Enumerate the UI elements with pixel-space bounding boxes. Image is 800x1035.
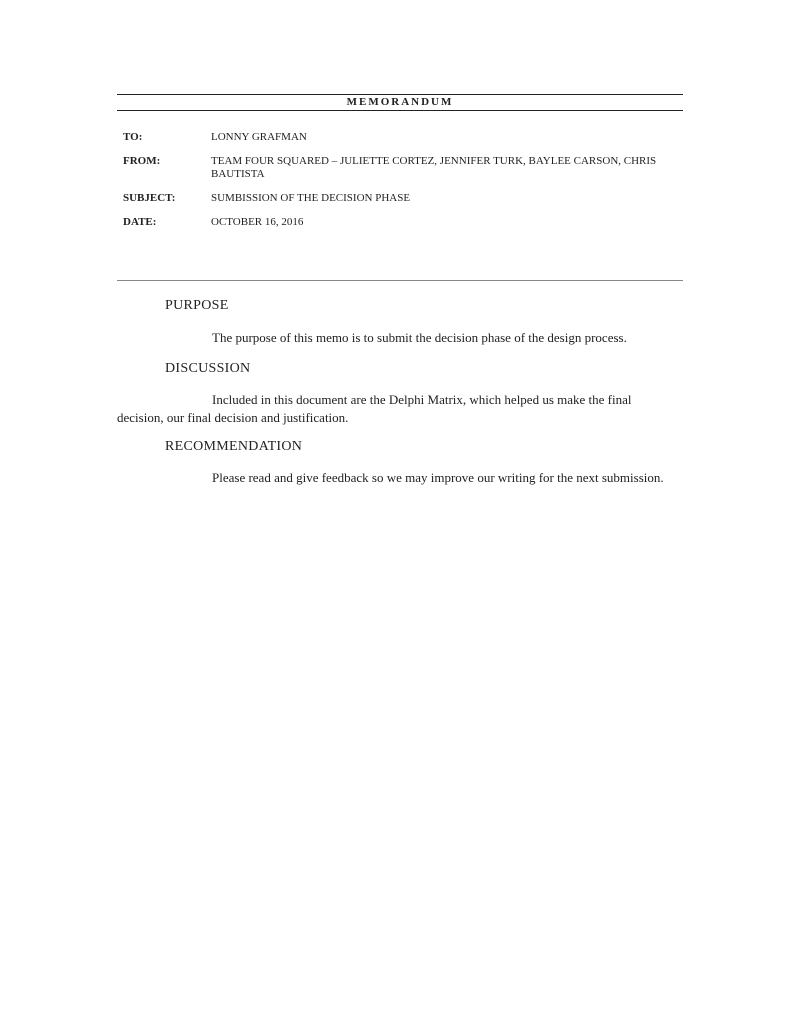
memo-title: MEMORANDUM	[346, 96, 454, 108]
date-value: OCTOBER 16, 2016	[211, 216, 304, 228]
subject-value: SUMBISSION OF THE DECISION PHASE	[211, 192, 411, 204]
title-bottom-rule	[117, 110, 683, 111]
header-divider	[117, 280, 683, 281]
recommendation-heading: RECOMMENDATION	[165, 439, 303, 454]
title-top-rule	[117, 94, 683, 95]
to-label: TO:	[123, 131, 143, 143]
from-label: FROM:	[123, 155, 161, 167]
to-value: LONNY GRAFMAN	[211, 131, 307, 143]
recommendation-paragraph: Please read and give feedback so we may improve our writing for the next submission.	[212, 470, 664, 485]
purpose-paragraph: The purpose of this memo is to submit the decision phase of the design process.	[212, 330, 627, 345]
discussion-heading: DISCUSSION	[165, 361, 251, 376]
subject-label: SUBJECT:	[123, 192, 176, 204]
purpose-heading: PURPOSE	[165, 298, 229, 313]
discussion-paragraph: Included in this document are the Delphi Matrix, which helped us make the final decision, our final decision and justification.	[117, 392, 632, 425]
date-label: DATE:	[123, 216, 157, 228]
from-value: TEAM FOUR SQUARED – JULIETTE CORTEZ, JENNIFER TURK, BAYLEE CARSON, CHRIS BAUTISTA	[211, 155, 657, 180]
